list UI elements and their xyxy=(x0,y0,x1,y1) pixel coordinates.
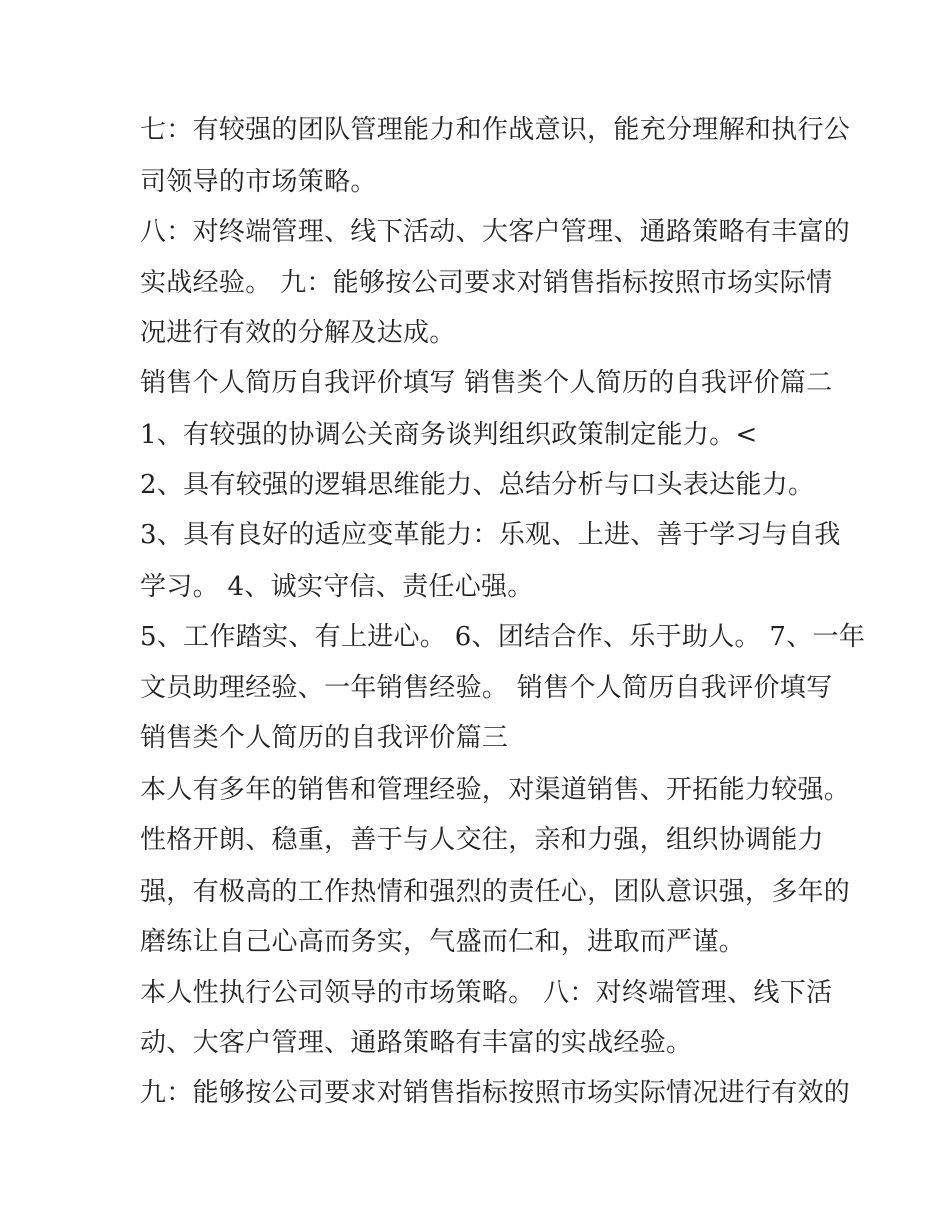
text-line: 性格开朗、稳重，善于与人交往，亲和力强，组织协调能力 xyxy=(140,825,824,855)
list-item: 5、工作踏实、有上进心。 6、团结合作、乐于助人。 7、一年 xyxy=(140,622,866,652)
list-item: 学习。 4、诚实守信、责任心强。 xyxy=(140,572,534,602)
section-heading: 销售个人简历自我评价填写 销售类个人简历的自我评价篇二 xyxy=(140,368,833,398)
text-line: 文员助理经验、一年销售经验。 销售个人简历自我评价填写 xyxy=(140,673,833,703)
text-line: 实战经验。 九：能够按公司要求对销售指标按照市场实际情 xyxy=(140,268,833,298)
text-line: 动、大客户管理、通路策略有丰富的实战经验。 xyxy=(140,1028,693,1058)
text-line: 磨练让自己心高而务实，气盛而仁和，进取而严谨。 xyxy=(140,927,745,957)
text-line: 本人有多年的销售和管理经验，对渠道销售、开拓能力较强。 xyxy=(140,775,851,805)
list-item: 1、有较强的协调公关商务谈判组织政策制定能力。< xyxy=(140,420,758,450)
text-line: 本人性执行公司领导的市场策略。 八：对终端管理、线下活 xyxy=(140,978,833,1008)
text-line: 九：能够按公司要求对销售指标按照市场实际情况进行有效的 xyxy=(140,1078,851,1108)
text-line: 八：对终端管理、线下活动、大客户管理、通路策略有丰富的 xyxy=(140,217,851,247)
text-line: 况进行有效的分解及达成。 xyxy=(140,318,456,348)
section-heading: 销售类个人简历的自我评价篇三 xyxy=(140,723,509,753)
text-line: 强，有极高的工作热情和强烈的责任心，团队意识强，多年的 xyxy=(140,877,851,907)
text-line: 七：有较强的团队管理能力和作战意识，能充分理解和执行公 xyxy=(140,115,851,145)
list-item: 2、具有较强的逻辑思维能力、总结分析与口头表达能力。 xyxy=(140,470,815,500)
text-line: 司领导的市场策略。 xyxy=(140,167,377,197)
list-item: 3、具有良好的适应变革能力：乐观、上进、善于学习与自我 xyxy=(140,520,841,550)
